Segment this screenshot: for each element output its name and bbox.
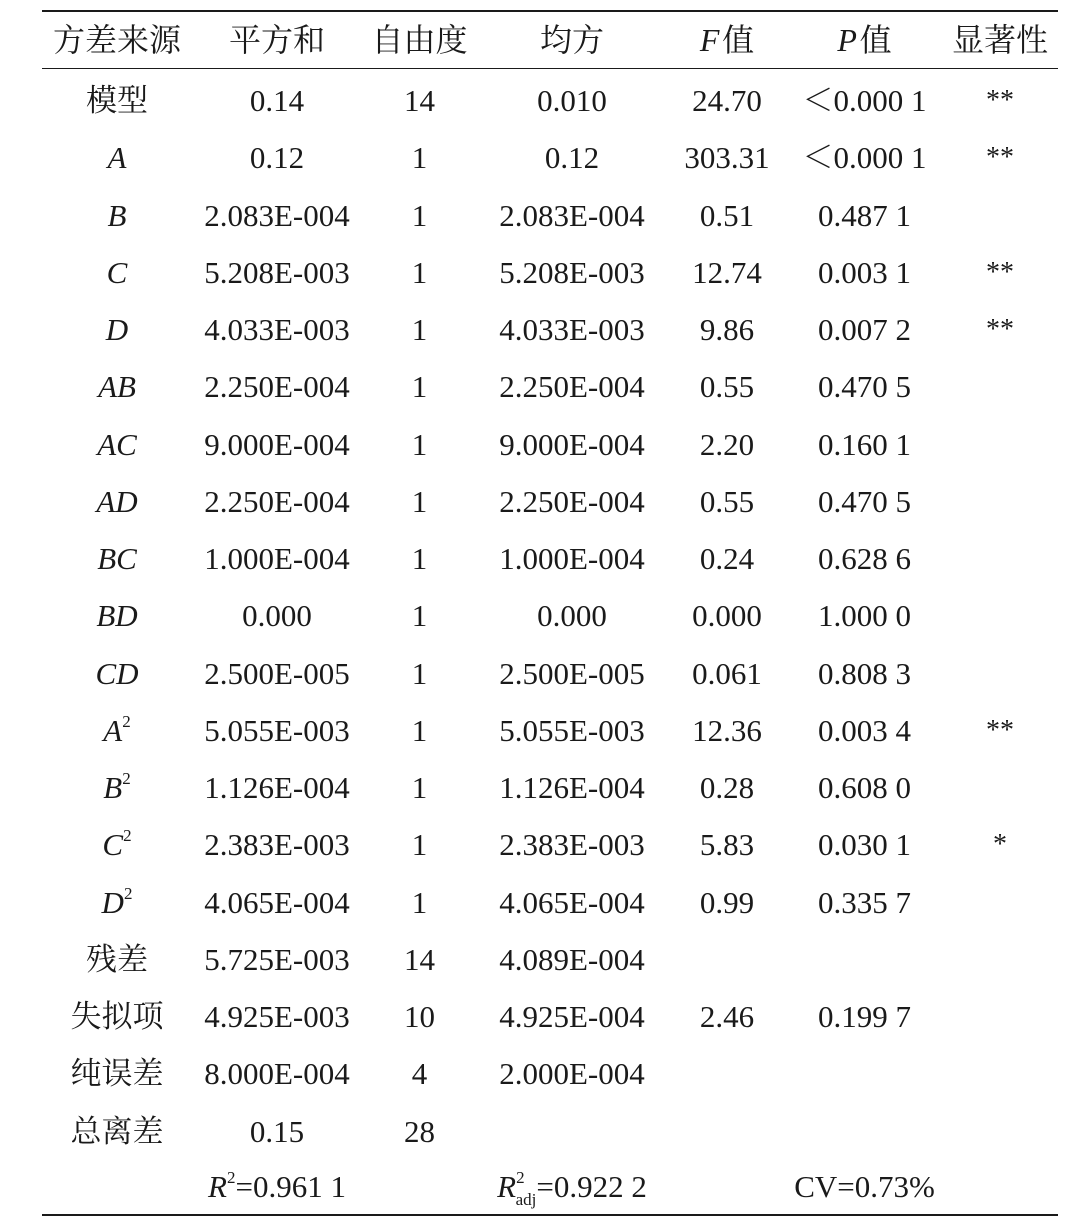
cell-f-value bbox=[667, 1103, 787, 1160]
table-row bbox=[0, 587, 1083, 644]
cell-mean-square: 2.250E-004 bbox=[499, 483, 645, 519]
table-row bbox=[0, 702, 1083, 759]
cell-source bbox=[42, 129, 192, 186]
table-row bbox=[0, 129, 1083, 186]
header-mean-square: 均方 bbox=[539, 22, 604, 58]
cell-f-value: 24.70 bbox=[692, 83, 762, 118]
cell-mean-square: 1.126E-004 bbox=[499, 770, 645, 805]
table-row bbox=[0, 301, 1083, 358]
cell-degrees-of-freedom: 1 bbox=[411, 197, 428, 233]
header-f-value bbox=[667, 12, 787, 69]
cell-source bbox=[42, 645, 192, 702]
cell-p-value: 0.160 1 bbox=[818, 426, 911, 462]
cell-f-value bbox=[667, 931, 787, 988]
table-row bbox=[0, 645, 1083, 702]
header-p-symbol: P bbox=[837, 22, 857, 58]
r-squared-value: =0.961 1 bbox=[235, 1169, 346, 1204]
table-row bbox=[0, 72, 1083, 129]
cell-p-value: 0.608 0 bbox=[818, 770, 911, 805]
cell-sum-of-squares: 0.12 bbox=[249, 140, 305, 176]
table-row bbox=[0, 358, 1083, 415]
header-sum-of-squares: 平方和 bbox=[228, 22, 325, 58]
cell-source bbox=[42, 931, 192, 988]
cell-sum-of-squares: 2.083E-004 bbox=[204, 197, 350, 233]
cell-degrees-of-freedom: 4 bbox=[411, 1056, 428, 1092]
cell-significance bbox=[942, 416, 1058, 473]
cell-mean-square: 4.925E-004 bbox=[499, 999, 645, 1034]
cell-mean-square: 0.010 bbox=[537, 83, 607, 118]
cell-sum-of-squares: 5.725E-003 bbox=[204, 941, 350, 977]
cell-f-value: 0.55 bbox=[699, 369, 755, 405]
source-term: 总离差 bbox=[70, 1113, 164, 1149]
source-term-exponent: 2 bbox=[122, 711, 131, 731]
cell-mean-square: 2.250E-004 bbox=[499, 369, 645, 405]
cell-p-value bbox=[787, 1103, 942, 1160]
cell-f-value bbox=[667, 1045, 787, 1102]
cell-f-value: 12.74 bbox=[692, 254, 762, 290]
cell-degrees-of-freedom: 1 bbox=[411, 140, 428, 176]
cell-f-value: 0.99 bbox=[699, 884, 755, 920]
cell-degrees-of-freedom: 1 bbox=[411, 770, 428, 805]
source-term: B bbox=[103, 770, 123, 805]
cell-source bbox=[42, 244, 192, 301]
header-rule bbox=[42, 68, 1058, 69]
cell-p-value: 1.000 0 bbox=[818, 598, 911, 634]
cell-mean-square: 0.12 bbox=[544, 140, 600, 176]
cell-p-value: 0.003 1 bbox=[818, 254, 911, 290]
cell-mean-square: 2.000E-004 bbox=[499, 1056, 645, 1092]
cell-degrees-of-freedom: 1 bbox=[411, 426, 428, 462]
cell-p-value: 0.470 5 bbox=[818, 483, 911, 519]
cell-p-value: 0.487 1 bbox=[818, 197, 911, 233]
r-squared-adjusted-symbol: R bbox=[497, 1169, 517, 1204]
table-row bbox=[0, 244, 1083, 301]
source-term: B bbox=[107, 197, 127, 233]
r-squared-adjusted-value: =0.922 2 bbox=[536, 1169, 647, 1204]
cell-significance bbox=[942, 187, 1058, 244]
coefficient-of-variation: CV=0.73% bbox=[794, 1169, 935, 1204]
cell-p-value: 0.470 5 bbox=[818, 369, 911, 405]
header-source: 方差来源 bbox=[52, 22, 181, 58]
cell-f-value: 2.20 bbox=[699, 426, 755, 462]
source-term: 失拟项 bbox=[70, 999, 164, 1034]
cell-degrees-of-freedom: 14 bbox=[404, 941, 435, 977]
table-row bbox=[0, 759, 1083, 816]
cell-mean-square: 2.083E-004 bbox=[499, 197, 645, 233]
source-term: CD bbox=[95, 655, 139, 691]
source-term: A bbox=[107, 140, 127, 176]
header-p-suffix: 值 bbox=[859, 22, 892, 58]
source-term: BD bbox=[96, 598, 138, 634]
header-p-value bbox=[787, 12, 942, 69]
cell-sum-of-squares: 2.250E-004 bbox=[204, 483, 350, 519]
cell-p-value: 0.030 1 bbox=[818, 827, 911, 863]
cell-degrees-of-freedom: 1 bbox=[411, 827, 428, 863]
cell-sum-of-squares: 0.000 bbox=[242, 598, 312, 634]
cell-sum-of-squares: 4.065E-004 bbox=[204, 884, 350, 920]
source-term: AC bbox=[97, 426, 137, 462]
source-term: BC bbox=[97, 541, 137, 576]
cell-degrees-of-freedom: 1 bbox=[411, 483, 428, 519]
cell-f-value: 9.86 bbox=[699, 312, 755, 347]
table-row bbox=[0, 988, 1083, 1045]
cell-f-value: 0.24 bbox=[699, 541, 755, 576]
cell-sum-of-squares: 9.000E-004 bbox=[204, 426, 350, 462]
cell-degrees-of-freedom: 1 bbox=[411, 312, 428, 347]
cell-mean-square: 5.055E-003 bbox=[499, 712, 645, 748]
cell-f-value: 0.55 bbox=[699, 483, 755, 519]
cell-source bbox=[42, 187, 192, 244]
cell-degrees-of-freedom: 1 bbox=[411, 369, 428, 405]
r-squared bbox=[192, 1158, 362, 1215]
cell-significance: ** bbox=[986, 256, 1014, 288]
cell-f-value: 5.83 bbox=[699, 827, 755, 863]
source-term: AB bbox=[98, 369, 136, 405]
cell-significance bbox=[942, 473, 1058, 530]
cell-mean-square: 4.089E-004 bbox=[499, 941, 645, 977]
cell-degrees-of-freedom: 1 bbox=[411, 541, 428, 576]
cell-source bbox=[42, 1045, 192, 1102]
cell-sum-of-squares: 1.126E-004 bbox=[204, 770, 350, 805]
cell-sum-of-squares: 1.000E-004 bbox=[204, 541, 350, 576]
cell-mean-square: 4.065E-004 bbox=[499, 884, 645, 920]
cell-degrees-of-freedom: 1 bbox=[411, 254, 428, 290]
r-squared-adjusted-sup: 2 bbox=[516, 1168, 525, 1187]
cell-significance: ** bbox=[986, 142, 1014, 174]
cell-source bbox=[42, 988, 192, 1045]
cell-significance bbox=[942, 874, 1058, 931]
cell-source bbox=[42, 473, 192, 530]
source-term-exponent: 2 bbox=[123, 883, 133, 903]
cell-mean-square: 5.208E-003 bbox=[499, 254, 645, 290]
cell-degrees-of-freedom: 28 bbox=[404, 1113, 435, 1149]
cell-significance: * bbox=[993, 829, 1007, 861]
r-squared-symbol: R bbox=[208, 1169, 227, 1204]
header-f-suffix: 值 bbox=[722, 22, 755, 58]
cell-p-value: 0.335 7 bbox=[818, 884, 911, 920]
cell-sum-of-squares: 4.033E-003 bbox=[204, 312, 350, 347]
source-term: C bbox=[102, 827, 124, 863]
cell-source bbox=[42, 72, 192, 129]
cell-mean-square: 0.000 bbox=[537, 598, 607, 634]
cell-sum-of-squares: 2.250E-004 bbox=[204, 369, 350, 405]
cell-significance bbox=[942, 759, 1058, 816]
cell-p-value: 0.199 7 bbox=[818, 999, 911, 1034]
cell-significance: ** bbox=[986, 85, 1014, 116]
cell-degrees-of-freedom: 1 bbox=[411, 712, 428, 748]
cell-source bbox=[42, 816, 192, 873]
cell-significance bbox=[942, 1045, 1058, 1102]
cell-significance bbox=[942, 587, 1058, 644]
cell-f-value: 12.36 bbox=[692, 712, 762, 748]
cell-significance bbox=[942, 645, 1058, 702]
cell-f-value: 0.061 bbox=[692, 655, 762, 691]
source-term: A bbox=[103, 712, 123, 748]
cell-mean-square bbox=[477, 1103, 667, 1160]
header-row bbox=[0, 12, 1083, 69]
r-squared-adjusted bbox=[477, 1158, 667, 1215]
table-row bbox=[0, 816, 1083, 873]
cell-source bbox=[42, 301, 192, 358]
cell-p-value: 0.007 2 bbox=[818, 312, 911, 347]
cell-significance: ** bbox=[986, 314, 1014, 345]
cell-p-value: ＜0.000 1 bbox=[802, 83, 927, 118]
table-row bbox=[0, 1045, 1083, 1102]
cell-degrees-of-freedom: 1 bbox=[411, 655, 428, 691]
cell-significance bbox=[942, 1103, 1058, 1160]
r-squared-adjusted-sub: adj bbox=[515, 1190, 537, 1209]
r-squared-sup: 2 bbox=[226, 1168, 236, 1187]
cell-degrees-of-freedom: 10 bbox=[404, 999, 435, 1034]
footer-row bbox=[0, 1158, 1083, 1215]
source-term: 模型 bbox=[86, 83, 148, 118]
cell-source bbox=[42, 702, 192, 759]
cell-degrees-of-freedom: 1 bbox=[411, 884, 428, 920]
cell-significance bbox=[942, 988, 1058, 1045]
cell-f-value: 0.000 bbox=[692, 598, 762, 634]
cell-mean-square: 9.000E-004 bbox=[499, 426, 645, 462]
cell-significance: ** bbox=[986, 714, 1014, 746]
cell-sum-of-squares: 8.000E-004 bbox=[204, 1056, 350, 1092]
cell-source bbox=[42, 530, 192, 587]
cell-mean-square: 1.000E-004 bbox=[499, 541, 645, 576]
table-row bbox=[0, 874, 1083, 931]
cell-sum-of-squares: 5.055E-003 bbox=[204, 712, 350, 748]
cell-f-value: 0.28 bbox=[699, 770, 755, 805]
table-row bbox=[0, 187, 1083, 244]
cell-sum-of-squares: 0.14 bbox=[249, 83, 305, 118]
header-significance: 显著性 bbox=[951, 22, 1048, 58]
cell-p-value: 0.808 3 bbox=[818, 655, 911, 691]
cell-p-value: ＜0.000 1 bbox=[802, 140, 927, 176]
cell-p-value: 0.003 4 bbox=[818, 712, 911, 748]
cell-p-value bbox=[787, 931, 942, 988]
table-row bbox=[0, 931, 1083, 988]
cell-sum-of-squares: 0.15 bbox=[249, 1113, 305, 1149]
cell-p-value bbox=[787, 1045, 942, 1102]
source-term: C bbox=[106, 254, 128, 290]
cell-significance bbox=[942, 530, 1058, 587]
header-f-symbol: F bbox=[699, 22, 720, 58]
cell-source bbox=[42, 759, 192, 816]
cell-p-value: 0.628 6 bbox=[818, 541, 911, 576]
cell-f-value: 2.46 bbox=[699, 999, 755, 1034]
source-term-exponent: 2 bbox=[122, 769, 131, 788]
source-term: 残差 bbox=[86, 941, 148, 977]
table-row bbox=[0, 416, 1083, 473]
cell-mean-square: 4.033E-003 bbox=[499, 312, 645, 347]
bottom-rule bbox=[42, 1214, 1058, 1216]
source-term: D bbox=[101, 884, 124, 920]
source-term: 纯误差 bbox=[70, 1056, 164, 1092]
cell-degrees-of-freedom: 14 bbox=[404, 83, 435, 118]
header-degrees-of-freedom: 自由度 bbox=[371, 22, 468, 58]
cell-source bbox=[42, 358, 192, 415]
cell-source bbox=[42, 587, 192, 644]
cell-significance bbox=[942, 358, 1058, 415]
cell-sum-of-squares: 2.383E-003 bbox=[204, 827, 350, 863]
cell-sum-of-squares: 4.925E-003 bbox=[204, 999, 350, 1034]
table-row bbox=[0, 530, 1083, 587]
cell-f-value: 0.51 bbox=[699, 197, 755, 233]
cell-sum-of-squares: 2.500E-005 bbox=[204, 655, 350, 691]
cell-degrees-of-freedom: 1 bbox=[411, 598, 428, 634]
cell-significance bbox=[942, 931, 1058, 988]
source-term: D bbox=[105, 312, 129, 347]
source-term-exponent: 2 bbox=[123, 826, 132, 846]
cell-mean-square: 2.383E-003 bbox=[499, 827, 645, 863]
table-row bbox=[0, 1103, 1083, 1160]
cell-source bbox=[42, 1103, 192, 1160]
cell-f-value: 303.31 bbox=[684, 140, 770, 176]
cell-source bbox=[42, 874, 192, 931]
source-term: AD bbox=[96, 483, 138, 519]
cell-sum-of-squares: 5.208E-003 bbox=[204, 254, 350, 290]
cell-mean-square: 2.500E-005 bbox=[499, 655, 645, 691]
table-row bbox=[0, 473, 1083, 530]
cell-source bbox=[42, 416, 192, 473]
